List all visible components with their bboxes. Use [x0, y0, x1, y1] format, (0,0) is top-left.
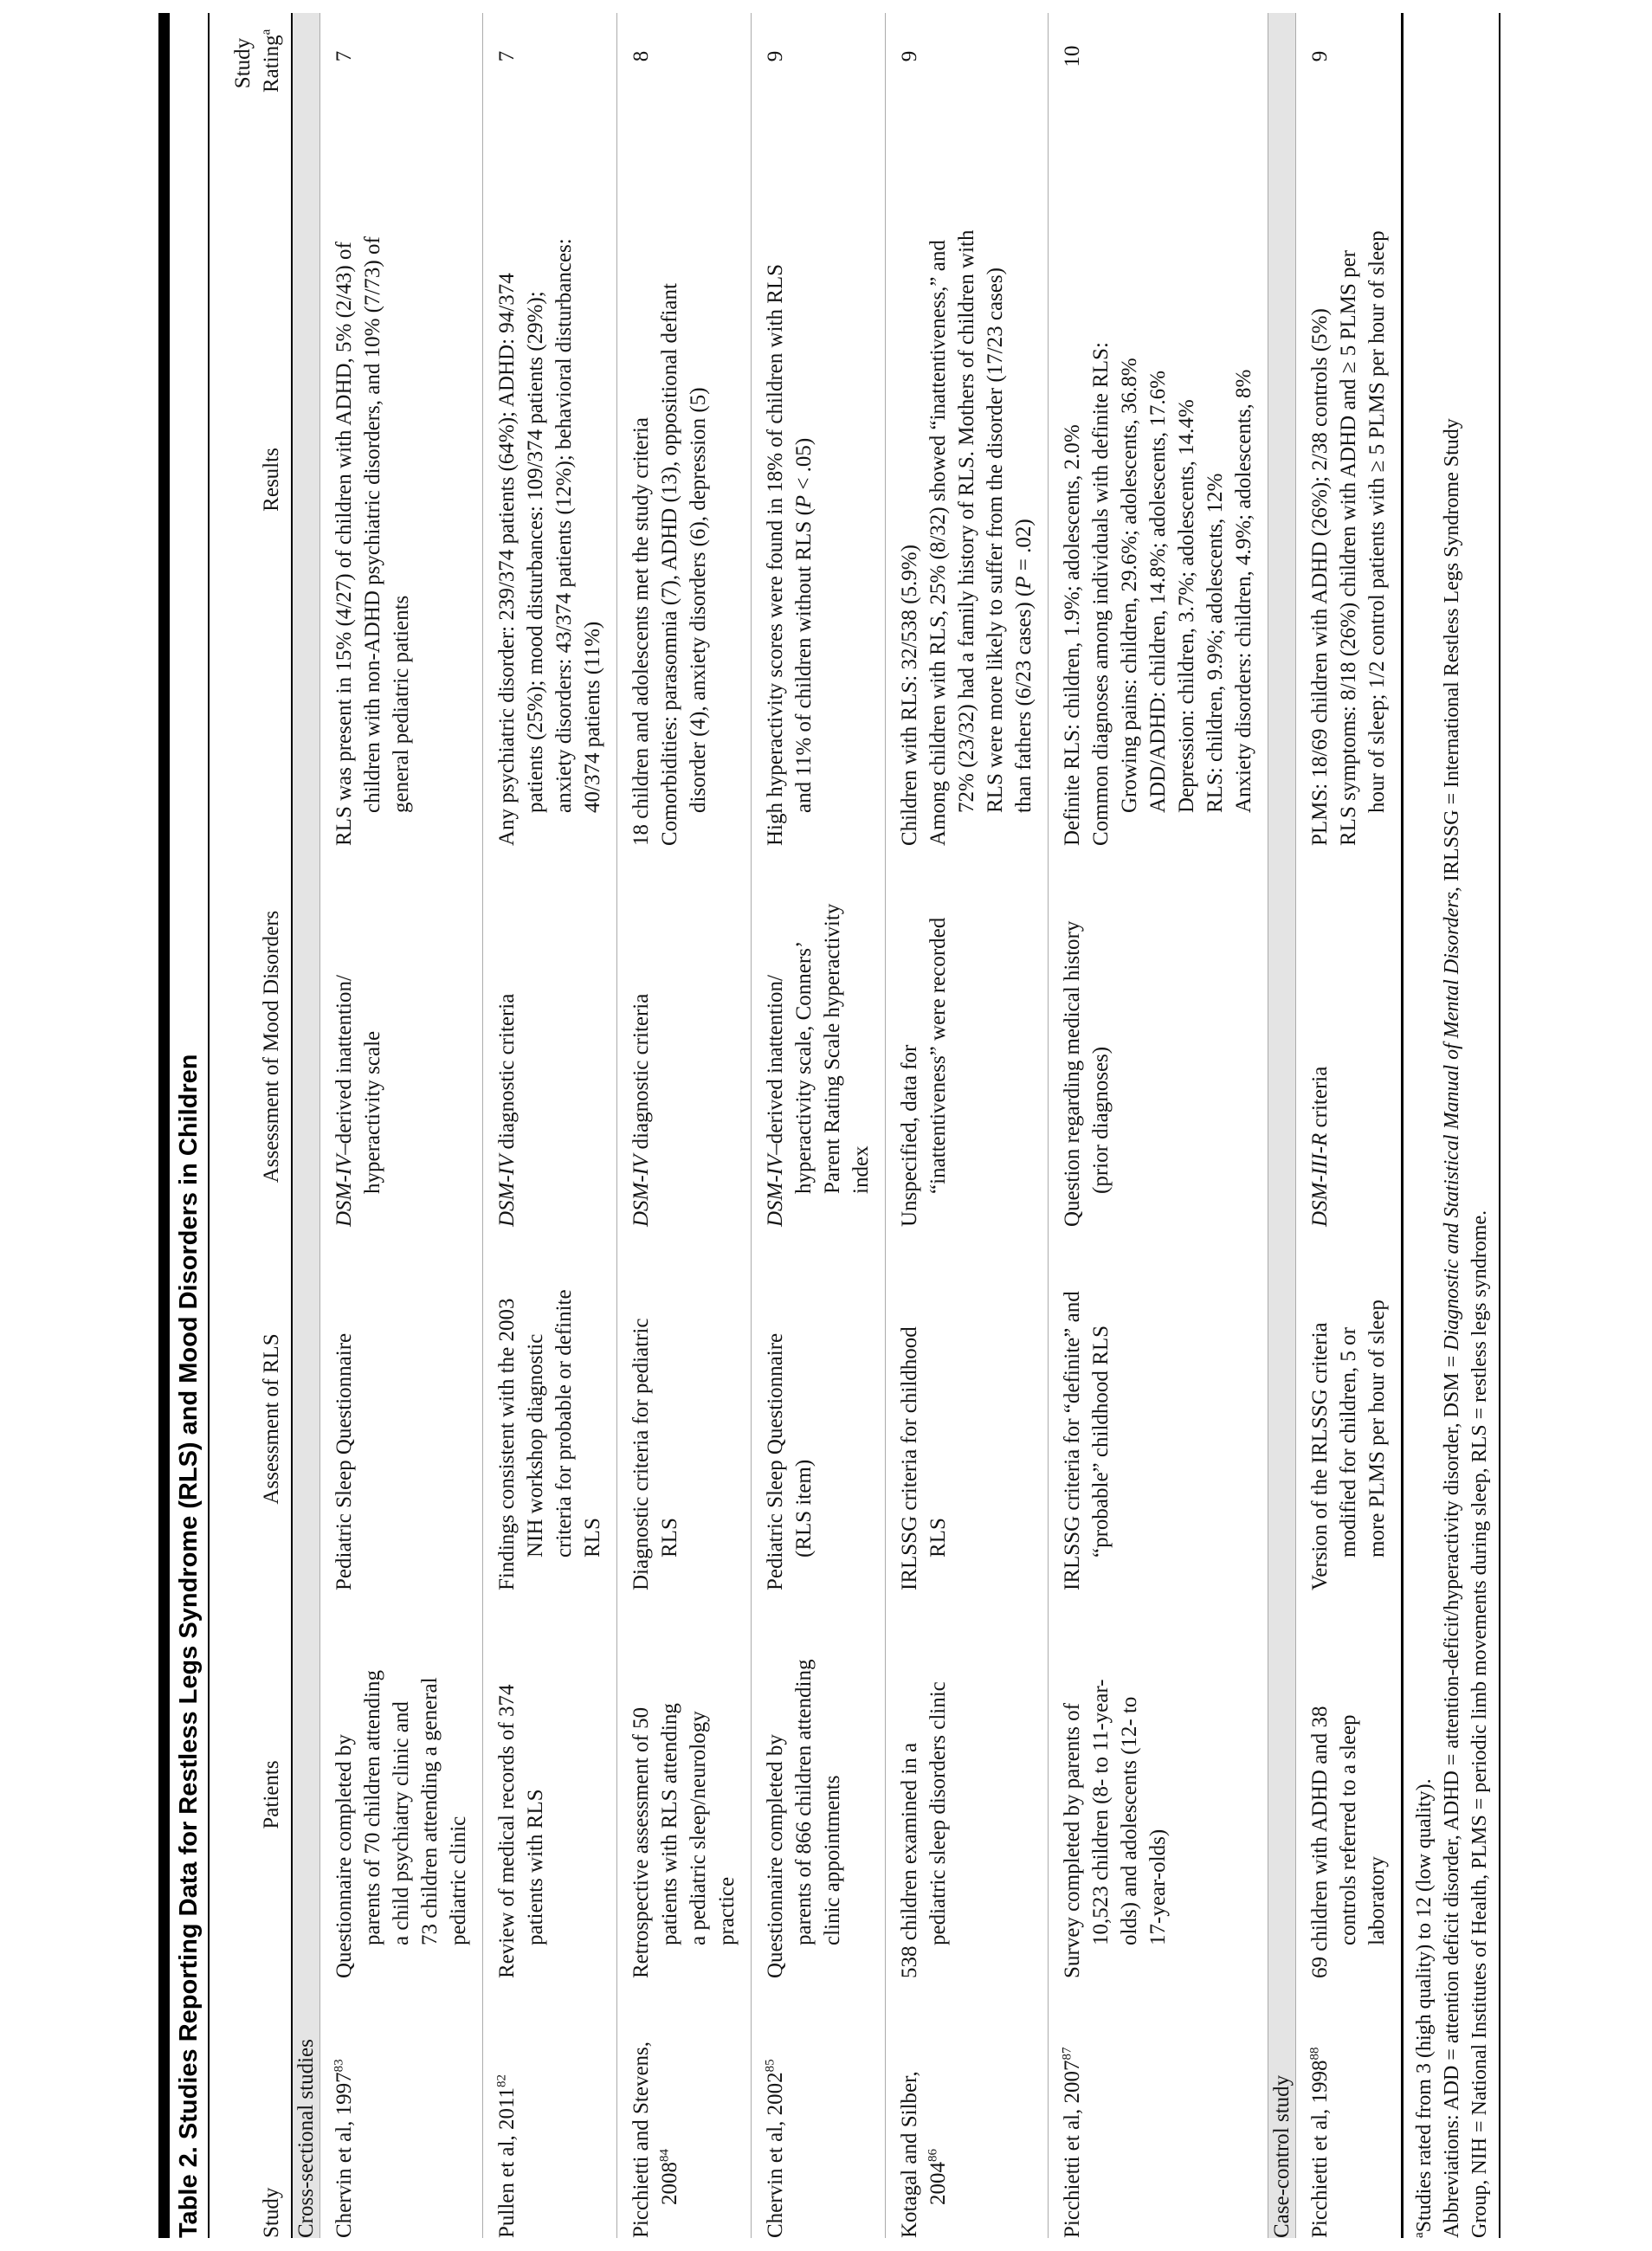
cell-results — [752, 93, 886, 846]
table-row — [1296, 13, 1403, 2238]
section-label: Cross-sectional studies — [292, 13, 320, 2238]
cell-patients — [1296, 1590, 1403, 1978]
table-body — [292, 13, 1403, 2238]
paragraph: Questionnaire completed by parents of 866 children attending clinic appointments — [764, 1659, 844, 1978]
header-cell-0 — [210, 1978, 292, 2238]
cell-patients — [1049, 1590, 1268, 1978]
cell-patients — [886, 1590, 1049, 1978]
cell-patients — [752, 1590, 886, 1978]
cell-study — [483, 1978, 617, 2238]
table-row — [752, 13, 886, 2238]
cell-results — [886, 93, 1049, 846]
paragraph: Any psychiatric disorder: 239/374 patients (64%); ADHD: 94/374 patients (25%); mood disturbances: 109/374 patients (29%); anxiety disorders: 43/374 patients (12%); behavioral disturbances: 40/374 patients (11%) — [495, 238, 604, 846]
cell-study-rating: 9 — [752, 13, 886, 93]
paragraph: Comorbidities: parasomnia (7), ADHD (13), oppositional defiant disorder (4), anxiety disorders (6), depression (5) — [658, 283, 710, 846]
header-label: Patients — [260, 1760, 283, 1829]
paragraph: RLS: children, 9.9%; adolescents, 12% — [1204, 473, 1227, 813]
header-cell-1 — [210, 1590, 292, 1978]
paragraph: Anxiety disorders: children, 4.9%; adolescents, 8% — [1232, 369, 1255, 813]
cell-study-rating: 8 — [617, 13, 752, 93]
header-cell-2 — [210, 1227, 292, 1590]
header-label: Study — [260, 2187, 283, 2238]
cell-assessment-of-mood-disorders — [1049, 846, 1268, 1227]
paragraph: Common diagnoses among individuals with definite RLS: — [1089, 342, 1113, 846]
study-name: Kotagal and Silber, 2004$^{86}$ — [898, 2071, 950, 2238]
cell-results — [617, 93, 752, 846]
paragraph: Review of medical records of 374 patients with RLS — [495, 1684, 547, 1978]
paragraph: 538 children examined in a pediatric sleep disorders clinic — [898, 1681, 950, 1978]
cell-assessment-of-rls — [886, 1227, 1049, 1590]
paragraph: ADD/ADHD: children, 14.8%; adolescents, 17.6% — [1146, 370, 1170, 813]
table-row — [1049, 13, 1268, 2238]
cell-results — [320, 93, 483, 846]
cell-assessment-of-mood-disorders — [752, 846, 886, 1227]
footnotes — [1404, 13, 1494, 2238]
paragraph: PLMS: 18/69 children with ADHD (26%); 2/38 controls (5%) — [1308, 308, 1332, 846]
cell-study — [320, 1978, 483, 2238]
paragraph: IRLSSG criteria for childhood RLS — [898, 1326, 950, 1590]
study-name: Pullen et al, 2011$^{82}$ — [494, 2074, 519, 2238]
cell-patients — [617, 1590, 752, 1978]
table-row — [886, 13, 1049, 2238]
header-label: Assessment of RLS — [260, 1333, 283, 1505]
paragraph: Growing pains: children, 29.6%; adolescents, 36.8% — [1118, 358, 1141, 813]
paragraph: Question regarding medical history (prior diagnoses) — [1061, 920, 1113, 1227]
header-cell-4 — [210, 93, 292, 846]
header-cell-5 — [210, 13, 292, 93]
paragraph: DSM-IV–derived inattention/ hyperactivity scale, Conners’ Parent Rating Scale hyperactivity index — [764, 903, 873, 1227]
study-name: Picchietti and Stevens, 2008$^{84}$ — [629, 2041, 681, 2238]
paragraph: DSM-IV–derived inattention/ hyperactivity scale — [332, 975, 384, 1227]
closing-rule — [1499, 13, 1500, 2238]
paragraph: High hyperactivity scores were found in 18% of children with RLS and 11% of children without RLS (P < .05) — [764, 263, 816, 846]
paragraph: RLS was present in 15% (4/27) of children with ADHD, 5% (2/43) of children with non-ADHD psychiatric disorders, and 10% (7/73) of general pediatric patients — [332, 236, 413, 846]
table-top-bar — [158, 13, 170, 2238]
paragraph: Version of the IRLSSG criteria modified for children, 5 or more PLMS per hour of sleep — [1308, 1300, 1389, 1590]
paragraph: DSM-III-R criteria — [1308, 1066, 1332, 1227]
paragraph: Children with RLS: 32/538 (5.9%) — [898, 545, 921, 846]
cell-study-rating: 7 — [320, 13, 483, 93]
header-label: Assessment of Mood Disorders — [260, 910, 283, 1184]
paragraph: Definite RLS: children, 1.9%; adolescents, 2.0% — [1061, 424, 1084, 846]
cell-assessment-of-rls — [1296, 1227, 1403, 1590]
cell-results — [1049, 93, 1268, 846]
paragraph: DSM-IV diagnostic criteria — [629, 993, 653, 1227]
paragraph: Among children with RLS, 25% (8/32) showed “inattentiveness,” and 72% (23/32) had a family history of RLS. Mothers of children with RLS were more likely to suffer from the disorder (17/23 cases) than fathers (6/23 cases) (P = .02) — [926, 229, 1036, 846]
cell-study — [752, 1978, 886, 2238]
paragraph: Unspecified, data for “inattentiveness” were recorded — [898, 917, 950, 1227]
header-label: Results — [260, 448, 283, 512]
section-row — [292, 13, 320, 2238]
table-header-row — [210, 13, 292, 2238]
cell-study — [1296, 1978, 1403, 2238]
paragraph: Survey completed by parents of 10,523 children (8- to 11-year- olds) and adolescents (12- to 17-year-olds) — [1061, 1679, 1170, 1978]
cell-assessment-of-rls — [752, 1227, 886, 1590]
cell-study-rating: 9 — [886, 13, 1049, 93]
cell-assessment-of-rls — [483, 1227, 617, 1590]
cell-study — [1049, 1978, 1268, 2238]
cell-patients — [320, 1590, 483, 1978]
header-label: Study Rating$^a$ — [231, 29, 283, 93]
paragraph: 69 children with ADHD and 38 controls referred to a sleep laboratory — [1308, 1706, 1389, 1978]
cell-assessment-of-rls — [1049, 1227, 1268, 1590]
paragraph: Pediatric Sleep Questionnaire — [332, 1332, 356, 1590]
paragraph: RLS symptoms: 8/18 (26%) children with ADHD and ≥ 5 PLMS per hour of sleep; 1/2 control patients with ≥ 5 PLMS per hour of sleep — [1337, 230, 1389, 846]
cell-study-rating: 7 — [483, 13, 617, 93]
paragraph: IRLSSG criteria for “definite” and “probable” childhood RLS — [1061, 1291, 1113, 1590]
paragraph: Pediatric Sleep Questionnaire (RLS item) — [764, 1332, 816, 1590]
cell-assessment-of-mood-disorders — [320, 846, 483, 1227]
section-row — [1268, 13, 1296, 2238]
footnote: $^a$Studies rated from 3 (high quality) to 12 (low quality). — [1412, 1778, 1436, 2238]
cell-assessment-of-mood-disorders — [483, 846, 617, 1227]
study-name: Chervin et al, 2002$^{85}$ — [763, 2059, 787, 2238]
table-row — [320, 13, 483, 2238]
cell-assessment-of-mood-disorders — [617, 846, 752, 1227]
footnote: Abbreviations: ADD = attention deficit disorder, ADHD = attention-deficit/hyperactivity disorder, DSM = Diagnostic and Statistical Manual of Mental Disorders, IRLSSG = International Restless Legs Syndrome Study Group, NIH = National Institutes of Health, PLMS = periodic limb movements during sleep, RLS = restless legs syndrome. — [1441, 418, 1491, 2238]
paragraph: Depression: children, 3.7%; adolescents, 14.4% — [1175, 399, 1198, 813]
cell-study-rating: 9 — [1296, 13, 1403, 93]
paragraph: Diagnostic criteria for pediatric RLS — [629, 1318, 681, 1590]
study-name: Chervin et al, 1997$^{83}$ — [332, 2059, 356, 2238]
section-label: Case-control study — [1268, 13, 1296, 2238]
paragraph: DSM-IV diagnostic criteria — [495, 993, 519, 1227]
paragraph: Questionnaire completed by parents of 70 children attending a child psychiatry clinic and 73 children attending a general pediatric clinic — [332, 1670, 470, 1978]
cell-assessment-of-rls — [617, 1227, 752, 1590]
cell-assessment-of-mood-disorders — [1296, 846, 1403, 1227]
cell-study-rating: 10 — [1049, 13, 1268, 93]
cell-study — [617, 1978, 752, 2238]
cell-results — [1296, 93, 1403, 846]
header-cell-3 — [210, 846, 292, 1227]
table-title: Table 2. Studies Reporting Data for Restless Legs Syndrome (RLS) and Mood Disorders in Children — [175, 13, 210, 2238]
paragraph: Retrospective assessment of 50 patients with RLS attending a pediatric sleep/neurology practice — [629, 1703, 739, 1978]
study-name: Picchietti et al, 1998$^{88}$ — [1307, 2047, 1332, 2238]
cell-assessment-of-mood-disorders — [886, 846, 1049, 1227]
table-row — [617, 13, 752, 2238]
table-row — [483, 13, 617, 2238]
cell-results — [483, 93, 617, 846]
cell-assessment-of-rls — [320, 1227, 483, 1590]
cell-study — [886, 1978, 1049, 2238]
study-name: Picchietti et al, 2007$^{87}$ — [1060, 2047, 1084, 2238]
studies-table — [210, 13, 1404, 2238]
paragraph: 18 children and adolescents met the study criteria — [629, 417, 653, 846]
paragraph: Findings consistent with the 2003 NIH workshop diagnostic criteria for probable or definite RLS — [495, 1289, 604, 1590]
cell-patients — [483, 1590, 617, 1978]
